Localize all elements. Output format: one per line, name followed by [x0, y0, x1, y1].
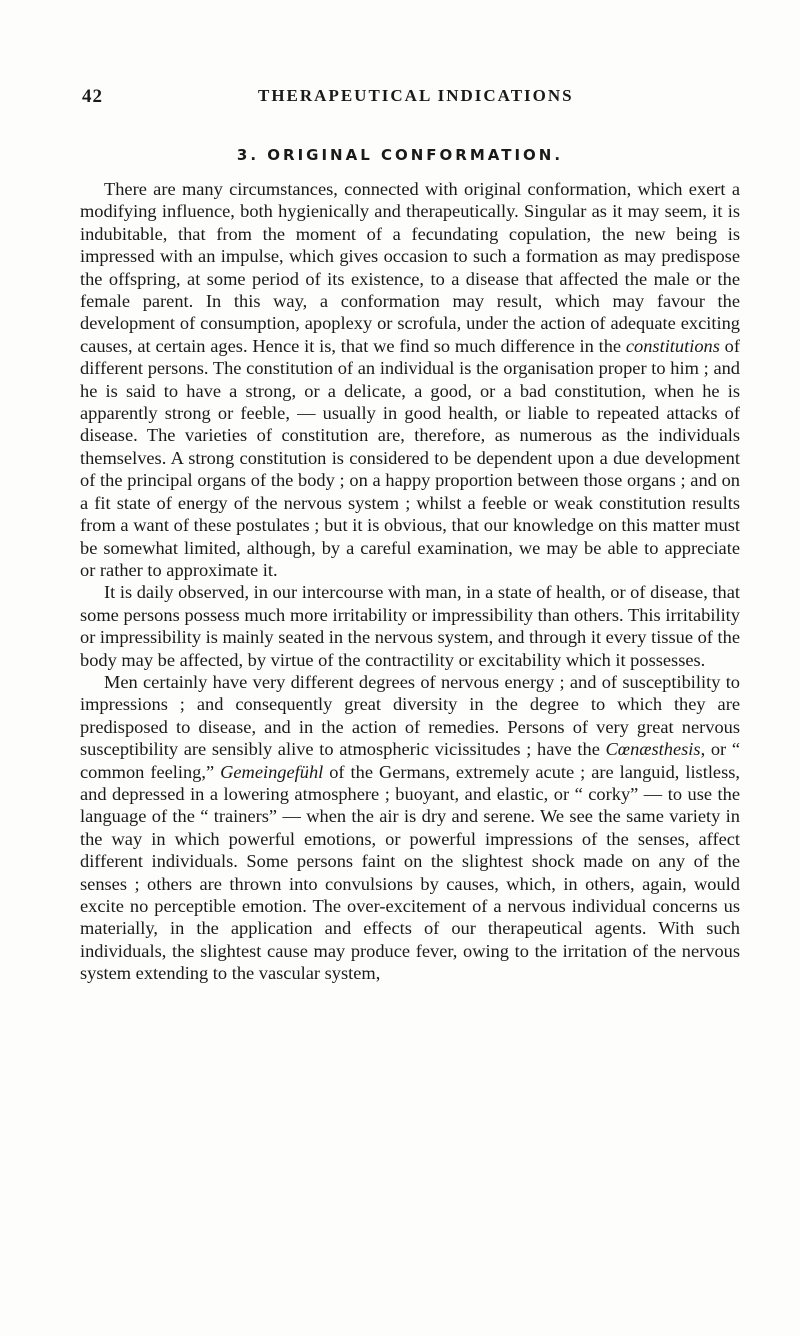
running-header — [82, 86, 742, 112]
paragraph-2 — [80, 581, 740, 671]
paragraph-3 — [80, 671, 740, 985]
section-heading: 3. ORIGINAL CONFORMATION. — [236, 146, 564, 164]
paragraph-2-text: It is daily observed, in our intercourse with man, in a state of health, or of disease, that some persons possess much more irritability or impressibility than others. This irritability or impressibility is mainly seated in the nervous system, and through it every tissue of the body may be affected, by virtue of the contractility or excitability which it possesses. — [80, 582, 740, 670]
italic-gemeingefuhl: Gemeingefühl — [220, 761, 324, 782]
paragraph-3-text-b: , or “ common feeling,” — [80, 739, 740, 782]
paragraph-3-text-a: Men certainly have very different degrees of nervous energy ; and of susceptibility to impressions ; and consequently great diversity in the degree to which they are predisposed to disease, and in the action of remedies. Persons of very great nervous susceptibility are sensibly alive to atmospheric vicissitudes ; have the — [80, 671, 740, 760]
page-number: 42 — [82, 86, 103, 107]
paragraph-1-text-a: There are many circumstances, connected with original conformation, which exert a modifying influence, both hygienically and therapeutically. Singular as it may seem, it is indubitable, that from the moment of a fecundating copulation, the new being is impressed with an impulse, which gives occasion to such a formation as may predispose the offspring, at some period of its existence, to a disease that affected the male or the female parent. In this way, a conformation may result, which may favour the development of consumption, apoplexy or scrofula, under the action of adequate exciting causes, at certain ages. Hence it is, that we find so much difference in the — [80, 179, 740, 356]
paragraph-3-text-c: of the Germans, extremely acute ; are languid, listless, and depressed in a lowering atmosphere ; buoyant, and elastic, or “ corky” — to use the language of the “ trainers” — when the air is dry and serene. We see the same variety in the way in which powerful emotions, or powerful impressions of the senses, affect different individuals. Some persons faint on the slightest shock made on any of the senses ; others are thrown into convulsions by causes, which, in others, again, would excite no perceptible emotion. The over-excitement of a nervous individual concerns us materially, in the application and effects of our therapeutical agents. With such individuals, the slightest cause may produce fever, owing to the irritation of the nervous system extending to the vascular system, — [80, 761, 741, 984]
body-text — [80, 178, 740, 985]
italic-constitutions: constitutions — [625, 335, 720, 356]
running-title: THERAPEUTICAL INDICATIONS — [258, 86, 574, 105]
paragraph-1 — [80, 178, 740, 581]
italic-coenaesthesis: Cœnæsthesis — [605, 739, 701, 760]
paragraph-1-text-b: of different persons. The constitution of an individual is the organisation proper to him ; and he is said to have a strong, or a delicate, a good, or a bad constitution, when he is apparently strong or feeble, — usually in good health, or liable to repeated attacks of disease. The varieties of constitution are, therefore, as numerous as the individuals themselves. A strong constitution is considered to be dependent upon a due development of the principal organs of the body ; on a happy proportion between those organs ; and on a fit state of energy of the nervous system ; whilst a feeble or weak constitution results from a want of these postulates ; but it is obvious, that our knowledge on this matter must be somewhat limited, although, by a careful examination, we may be able to appreciate or rather to approximate it. — [80, 335, 740, 580]
